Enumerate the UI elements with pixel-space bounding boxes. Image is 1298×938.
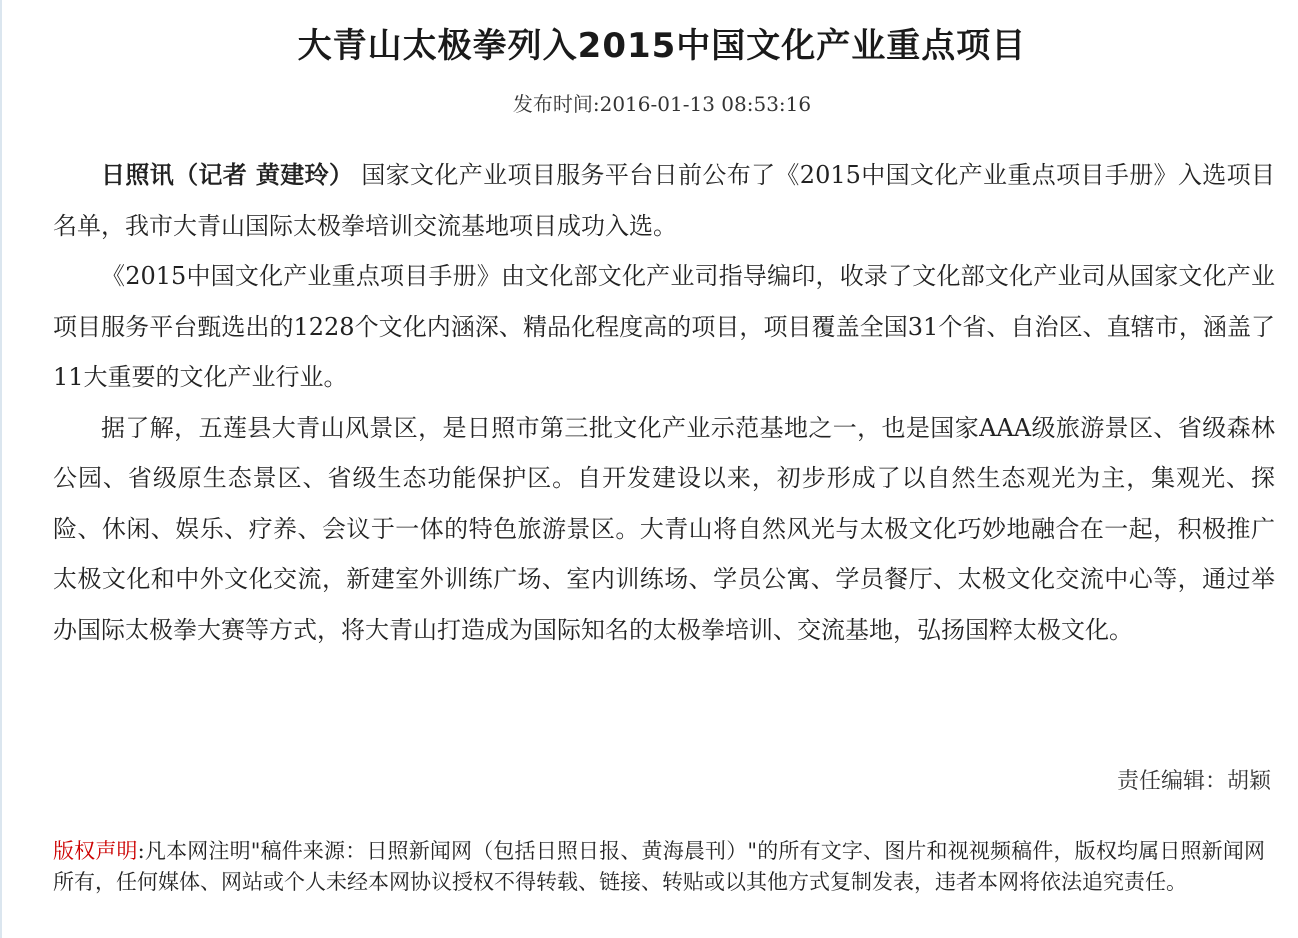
copyright-notice bbox=[53, 836, 1265, 898]
left-border-rule bbox=[0, 0, 2, 938]
paragraph-text: 国家文化产业项目服务平台日前公布了《2015中国文化产业重点项目手册》入选项目名单，我市大青山国际太极拳培训交流基地项目成功入选。 bbox=[53, 161, 1275, 240]
copyright-text: :凡本网注明"稿件来源：日照新闻网（包括日照日报、黄海晨刊）"的所有文字、图片和视视频稿件，版权均属日照新闻网所有，任何媒体、网站或个人未经本网协议授权不得转载、链接、转贴或以其他方式复制发表，违者本网将依法追究责任。 bbox=[53, 839, 1266, 894]
article-title: 大青山太极拳列入2015中国文化产业重点项目 bbox=[297, 26, 1027, 66]
article-body bbox=[53, 150, 1275, 655]
copyright-label: 版权声明 bbox=[53, 839, 138, 863]
dateline-reporter: 日照讯（记者 黄建玲） bbox=[101, 160, 354, 189]
paragraph-text: 据了解，五莲县大青山风景区，是日照市第三批文化产业示范基地之一，也是国家AAA级旅游景区、省级森林公园、省级原生态景区、省级生态功能保护区。自开发建设以来，初步形成了以自然生态观光为主，集观光、探险、休闲、娱乐、疗养、会议于一体的特色旅游景区。大青山将自然风光与太极文化巧妙地融合在一起，积极推广太极文化和中外文化交流，新建室外训练广场、室内训练场、学员公寓、学员餐厅、太极文化交流中心等，通过举办国际太极拳大赛等方式，将大青山打造成为国际知名的太极拳培训、交流基地，弘扬国粹太极文化。 bbox=[53, 413, 1275, 644]
responsible-editor: 责任编辑：胡颖 bbox=[1116, 769, 1271, 794]
article-paragraph-3 bbox=[53, 403, 1275, 656]
article-paragraph-2 bbox=[53, 251, 1275, 403]
publish-time: 发布时间:2016-01-13 08:53:16 bbox=[512, 92, 812, 116]
article-paragraph-1 bbox=[53, 150, 1275, 251]
paragraph-text: 《2015中国文化产业重点项目手册》由文化部文化产业司指导编印，收录了文化部文化产业司从国家文化产业项目服务平台甄选出的1228个文化内涵深、精品化程度高的项目，项目覆盖全国31个省、自治区、直辖市，涵盖了11大重要的文化产业行业。 bbox=[53, 262, 1275, 391]
